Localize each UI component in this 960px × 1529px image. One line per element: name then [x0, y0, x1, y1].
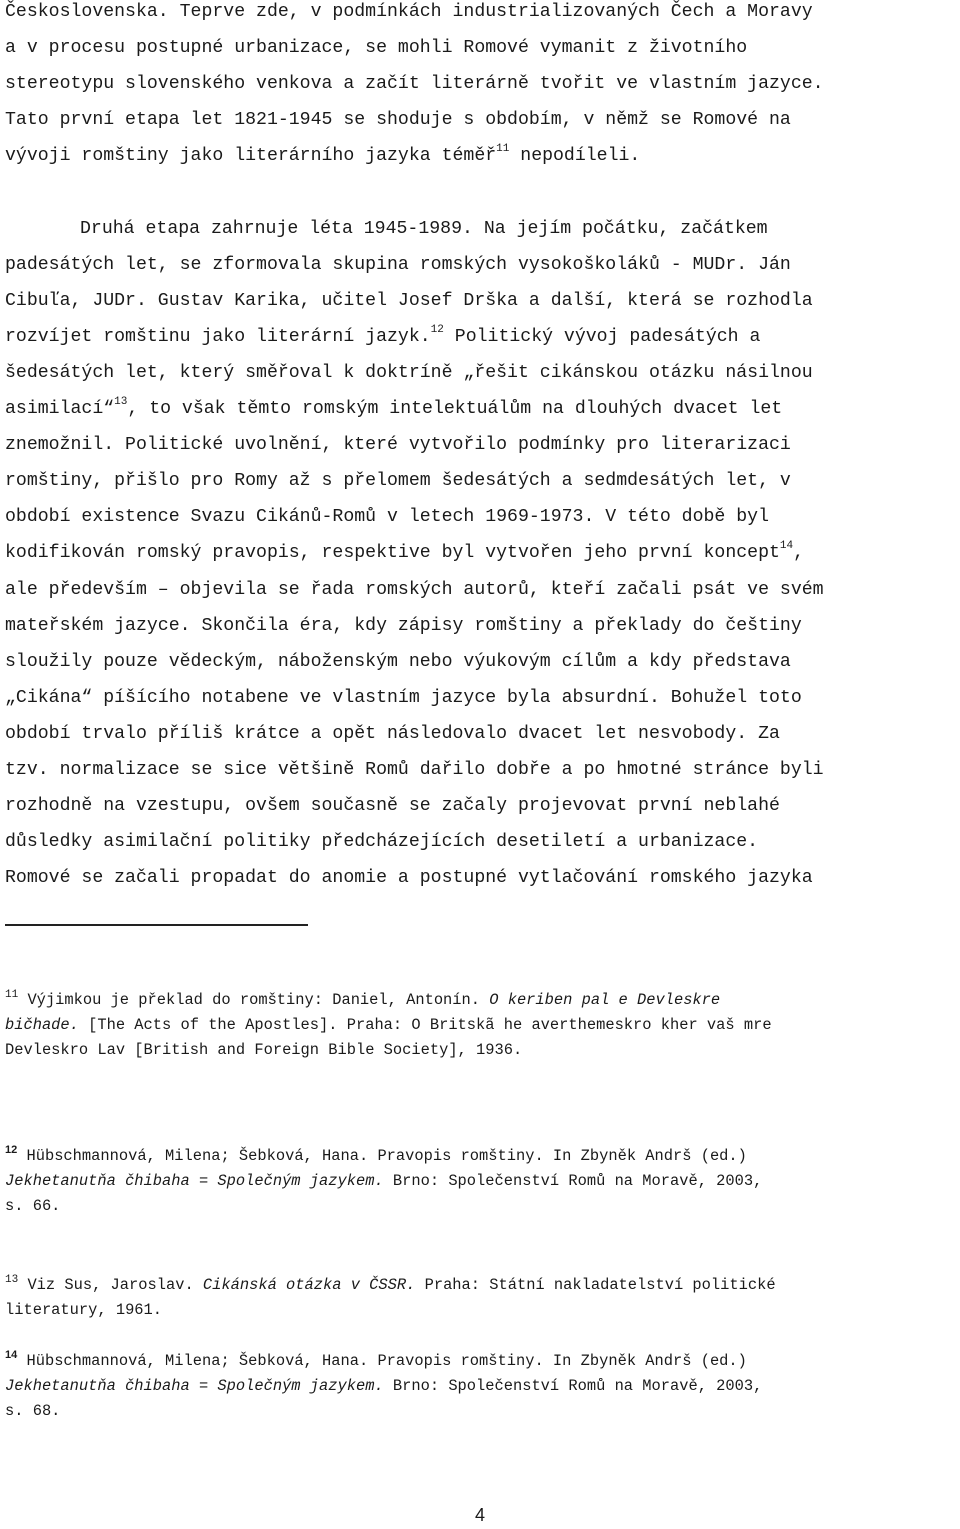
text-span: Praha: Státní nakladatelství politické [415, 1276, 776, 1294]
text-line [5, 0, 960, 30]
text-span: Československa. Teprve zde, v podmínkách industrializovaných Čech a Moravy [5, 2, 813, 22]
text-span: Hübschmannová, Milena; Šebková, Hana. Pravopis romštiny. In Zbyněk Andrš (ed.) [17, 1352, 747, 1370]
footnote-12 [5, 1144, 960, 1219]
text-span: asimilací“ [5, 399, 115, 420]
text-line [5, 499, 960, 535]
footnote-line [5, 1273, 960, 1298]
footnote-line [5, 1038, 960, 1063]
footnote-line [5, 988, 960, 1013]
footnote-line [5, 1374, 960, 1399]
footnote-line [5, 1169, 960, 1194]
text-span: důsledky asimilační politiky předcházejících desetiletí a urbanizace. [5, 832, 759, 853]
text-line [5, 572, 960, 608]
text-span: „Cikána“ píšícího notabene ve vlastním jazyce byla absurdní. Bohužel toto [5, 687, 802, 708]
footnote-separator [5, 924, 308, 926]
text-span: romštiny, přišlo pro Romy až s přelomem šedesátých a sedmdesátých let, v [5, 471, 791, 492]
text-line [5, 247, 960, 283]
body-text [5, 0, 960, 896]
text-span: padesátých let, se zformovala skupina romských vysokoškoláků - MUDr. Ján [5, 254, 791, 275]
text-span: a v procesu postupné urbanizace, se mohli Romové vymanit z životního [5, 38, 748, 59]
text-span: Politický vývoj padesátých a [443, 326, 761, 347]
text-line [5, 283, 960, 319]
footnote-11 [5, 988, 960, 1063]
text-span: Devleskro Lav [British and Foreign Bible Society], 1936. [5, 1041, 523, 1059]
text-span: rozvíjet romštinu jako literární jazyk. [5, 326, 431, 347]
footnote-number: 13 [5, 1274, 19, 1286]
footnote-14 [5, 1349, 960, 1424]
text-span: Brno: Společenství Romů na Moravě, 2003, [383, 1172, 763, 1190]
footnote-line [5, 1349, 960, 1374]
text-span: literatury, 1961. [5, 1301, 163, 1319]
text-line [5, 535, 960, 571]
italic-title: bičhade. [5, 1016, 79, 1034]
text-span: [The Acts of the Apostles]. Praha: O Britskã he averthemeskro kher vaš mre [78, 1016, 772, 1034]
text-line [5, 427, 960, 463]
italic-title: Jekhetanutňa čhibaha = Společným jazykem. [5, 1377, 384, 1395]
footnote-line [5, 1399, 960, 1424]
text-span: s. 66. [5, 1197, 61, 1215]
text-span: s. 68. [5, 1402, 61, 1420]
text-line [5, 716, 960, 752]
footnote-number: 11 [5, 989, 19, 1001]
text-span: období existence Svazu Cikánů-Romů v letech 1969-1973. V této době byl [5, 507, 769, 528]
footnote-ref-11[interactable]: 11 [496, 143, 510, 156]
text-line [5, 138, 960, 174]
text-line [5, 355, 960, 391]
text-span: nepodíleli. [509, 146, 641, 167]
text-line [5, 66, 960, 102]
text-span: Tato první etapa let 1821-1945 se shoduje s obdobím, v němž se Romové na [5, 110, 791, 131]
text-line [5, 680, 960, 716]
text-line [5, 788, 960, 824]
text-span: mateřském jazyce. Skončila éra, kdy zápisy romštiny a překlady do češtiny [5, 615, 802, 636]
footnote-line [5, 1013, 960, 1038]
paragraph-start [5, 211, 960, 247]
footnote-ref-14[interactable]: 14 [779, 540, 794, 553]
text-line [5, 860, 960, 896]
text-span: Viz Sus, Jaroslav. [18, 1276, 203, 1294]
text-span: Hübschmannová, Milena; Šebková, Hana. Pravopis romštiny. In Zbyněk Andrš (ed.) [17, 1147, 747, 1165]
text-line [5, 319, 960, 355]
text-span: tzv. normalizace se sice většině Romů dařilo dobře a po hmotné stránce byli [5, 759, 824, 780]
footnote-13 [5, 1273, 960, 1323]
text-span: Romové se začali propadat do anomie a postupné vytlačování romského jazyka [5, 868, 813, 889]
page-number: 4 [474, 1505, 485, 1525]
text-span: , to však těmto romským intelektuálům na dlouhých dvacet let [127, 399, 783, 420]
text-span: období trvalo příliš krátce a opět následovalo dvacet let nesvobody. Za [5, 723, 780, 744]
text-span: šedesátých let, který směřoval k doktríně „řešit cikánskou otázku násilnou [5, 362, 813, 383]
text-span: Brno: Společenství Romů na Moravě, 2003, [383, 1377, 763, 1395]
text-line [5, 30, 960, 66]
text-span: vývoji romštiny jako literárního jazyka téměř [5, 146, 497, 167]
text-line [5, 391, 960, 427]
footnote-number: 12 [5, 1144, 18, 1156]
text-span: Cibuľa, JUDr. Gustav Karika, učitel Josef Drška a další, která se rozhodla [5, 290, 813, 311]
text-line [5, 608, 960, 644]
text-line [5, 824, 960, 860]
text-line [5, 752, 960, 788]
text-line [5, 463, 960, 499]
text-span: sloužily pouze vědeckým, náboženským nebo výukovým cílům a kdy představa [5, 651, 791, 672]
text-span: rozhodně na vzestupu, ovšem současně se začaly projevovat první neblahé [5, 796, 780, 817]
footnote-ref-13[interactable]: 13 [114, 396, 128, 409]
text-span: Druhá etapa zahrnuje léta 1945-1989. Na jejím počátku, začátkem [80, 218, 768, 239]
text-span: znemožnil. Politické uvolnění, které vytvořilo podmínky pro literarizaci [5, 435, 791, 456]
italic-title: Cikánská otázka v ČSSR. [202, 1276, 416, 1294]
text-span: ale především – objevila se řada romských autorů, kteří začali psát ve svém [5, 579, 824, 600]
text-line [5, 102, 960, 138]
footnote-number: 14 [5, 1349, 18, 1361]
text-span: , [793, 543, 805, 564]
italic-title: O keriben pal e Devleskre [489, 991, 721, 1009]
footnote-line [5, 1298, 960, 1323]
footnote-line [5, 1194, 960, 1219]
italic-title: Jekhetanutňa čhibaha = Společným jazykem. [5, 1172, 384, 1190]
text-line [5, 174, 960, 210]
text-span: kodifikován romský pravopis, respektive byl vytvořen jeho první koncept [5, 543, 780, 564]
text-span: Výjimkou je překlad do romštiny: Daniel, Antonín. [18, 991, 490, 1009]
footnote-line [5, 1144, 960, 1169]
footnote-ref-12[interactable]: 12 [430, 323, 444, 336]
text-span: stereotypu slovenského venkova a začít literárně tvořit ve vlastním jazyce. [5, 74, 824, 95]
text-line [5, 644, 960, 680]
